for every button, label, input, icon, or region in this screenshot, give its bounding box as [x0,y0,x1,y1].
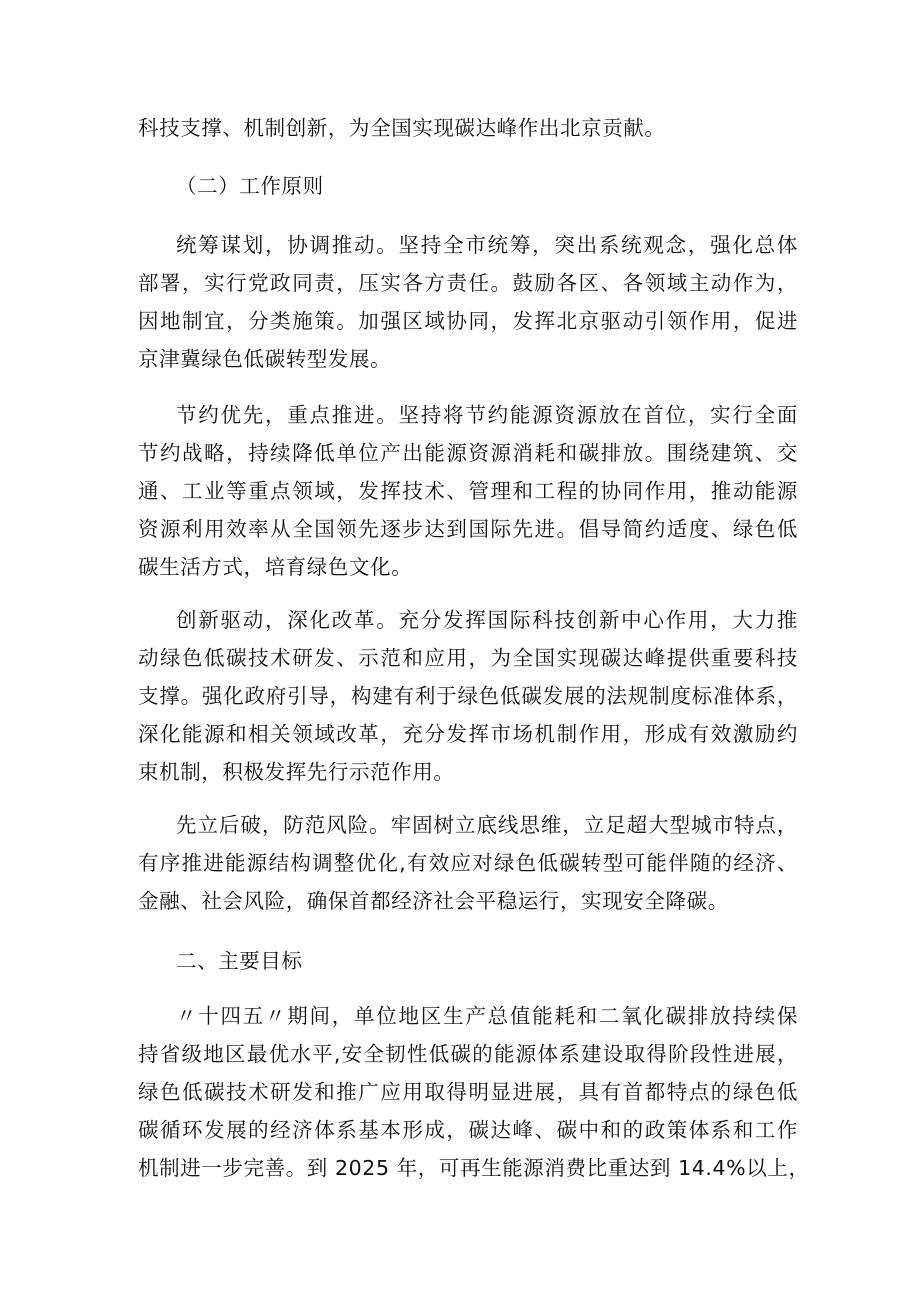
paragraph-line: 科技支撑、机制创新，为全国实现碳达峰作出北京贡献。 [138,116,666,140]
paragraph-line: 〃十四五〃期间，单位地区生产总值能耗和二氧化碳排放持续保 [176,1004,798,1028]
paragraph-line: 碳循环发展的经济体系基本形成，碳达峰、碳中和的政策体系和工作 [138,1118,798,1142]
paragraph-line: 京津冀绿色低碳转型发展。 [138,347,392,371]
paragraph-line: 金融、社会风险，确保首都经济社会平稳运行，实现安全降碳。 [138,889,729,913]
paragraph-line: 节约优先，重点推进。坚持将节约能源资源放在首位，实行全面 [176,403,798,427]
paragraph-line: 因地制宜，分类施策。加强区域协同，发挥北京驱动引领作用，促进 [138,309,798,333]
paragraph-line: 部署，实行党政同责，压实各方责任。鼓励各区、各领域主动作为， [138,271,798,295]
paragraph-line: 资源利用效率从全国领先逐步达到国际先进。倡导简约适度、绿色低 [138,517,798,541]
paragraph-line: 先立后破，防范风险。牢固树立底线思维，立足超大型城市特点， [176,813,798,837]
paragraph-line: 通、工业等重点领域，发挥技术、管理和工程的协同作用，推动能源 [138,479,798,503]
section-heading-work-principles: （二）工作原则 [176,174,324,198]
paragraph-line: 碳生活方式，培育绿色文化。 [138,555,413,579]
paragraph-line: 创新驱动，深化改革。充分发挥国际科技创新中心作用，大力推 [176,608,798,632]
paragraph-line: 束机制，积极发挥先行示范作用。 [138,760,455,784]
paragraph-line: 动绿色低碳技术研发、示范和应用，为全国实现碳达峰提供重要科技 [138,646,798,670]
paragraph-line: 有序推进能源结构调整优化,有效应对绿色低碳转型可能伴随的经济、 [138,851,798,875]
paragraph-line: 持省级地区最优水平,安全韧性低碳的能源体系建设取得阶段性进展， [138,1042,798,1066]
paragraph-line: 支撑。强化政府引导，构建有利于绿色低碳发展的法规制度标准体系， [138,684,798,708]
paragraph-line: 节约战略，持续降低单位产出能源资源消耗和碳排放。围绕建筑、交 [138,441,798,465]
section-heading-main-goals: 二、主要目标 [176,949,303,973]
paragraph-line: 深化能源和相关领域改革，充分发挥市场机制作用，形成有效激励约 [138,722,798,746]
paragraph-line: 机制进一步完善。到 2025 年，可再生能源消费比重达到 14.4%以上， [138,1156,810,1180]
paragraph-line: 绿色低碳技术研发和推广应用取得明显进展，具有首都特点的绿色低 [138,1080,798,1104]
paragraph-line: 统筹谋划，协调推动。坚持全市统筹，突出系统观念，强化总体 [176,233,798,257]
